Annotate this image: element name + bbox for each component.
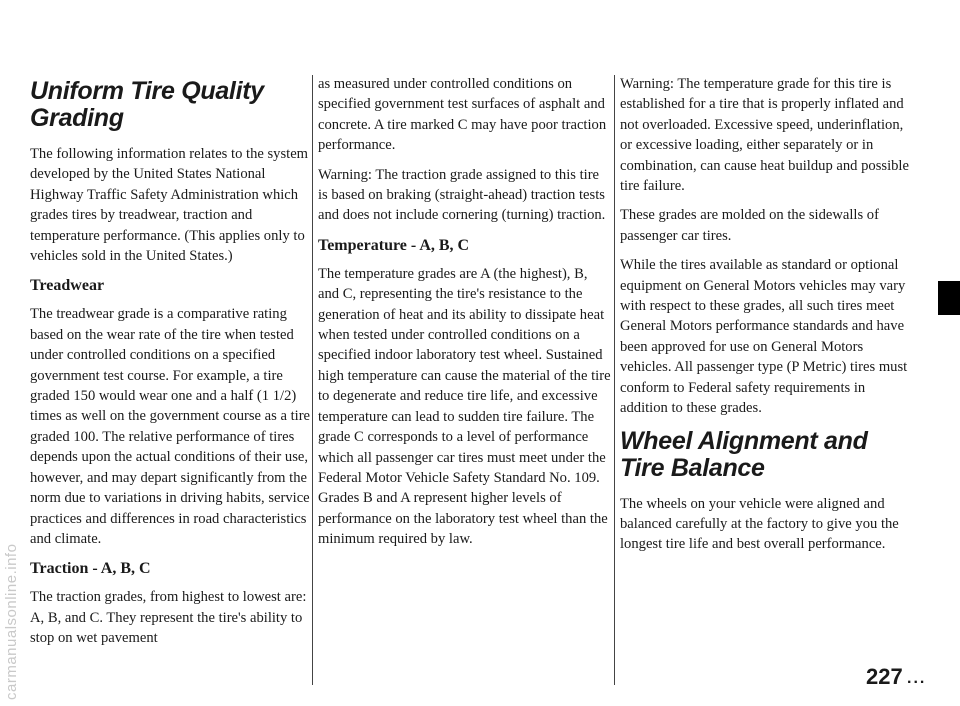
subheading-temperature: Temperature - A, B, C	[318, 236, 470, 254]
section-heading-wheel-alignment: Wheel Alignment and Tire Balance	[620, 426, 868, 482]
section-heading-uniform-tire-quality-grading: Uniform Tire Quality Grading	[30, 77, 264, 132]
column-right	[620, 74, 912, 564]
traction-warning-paragraph: Warning: The traction grade assigned to this tire is based on braking (straight-ahead) traction tests and does not include cornering (turning) traction.	[318, 166, 606, 224]
temperature-paragraph: The temperature grades are A (the highest), B, and C, representing the tire's resistance to the generation of heat and its ability to dissipate heat when tested under controlled conditions on a specified indoor laboratory test wheel. Sustained high temperature can cause the material of the tire to degenerate and reduce tire life, and excessive temperature can lead to sudden tire failure. The grade C corresponds to a level of performance which all passenger car tires must meet under the Federal Motor Vehicle Safety Standard No. 109. Grades B and A represent higher levels of performance on the laboratory test wheel than the minimum required by law.	[318, 265, 611, 548]
intro-paragraph: The following information relates to the system developed by the United States National Highway Traffic Safety Administration which grades tires by treadwear, traction and temperature performance. (This applies only to vehicles sold in the United States.)	[30, 146, 309, 265]
treadwear-paragraph: The treadwear grade is a comparative rating based on the wear rate of the tire when tested under controlled conditions on a specified government test course. For example, a tire graded 150 would wear one and a half (1 1/2) times as well on the government course as a tire graded 100. The relative performance of tires depends upon the actual conditions of their use, however, and may depart significantly from the norm due to variations in driving habits, service practices and differences in road characteristics and climate.	[30, 306, 311, 547]
alignment-paragraph: The wheels on your vehicle were aligned and balanced carefully at the factory to give you the longest tire life and best overall performance.	[620, 495, 899, 553]
watermark-text: carmanualsonline.info	[3, 543, 20, 700]
temperature-warning-paragraph: Warning: The temperature grade for this tire is established for a tire that is properly inflated and not overloaded. Excessive speed, underinflation, or excessive loading, either separately or in combination, can cause heat buildup and possible tire failure.	[620, 76, 909, 195]
traction-continued-paragraph: as measured under controlled conditions on specified government test surfaces of asphalt and concrete. A tire marked C may have poor traction performance.	[318, 76, 607, 154]
column-divider	[614, 75, 615, 685]
subheading-treadwear: Treadwear	[30, 277, 105, 295]
column-middle	[318, 74, 612, 559]
section-tab-marker	[938, 281, 960, 315]
page-number: 227	[866, 664, 903, 689]
column-left	[30, 78, 314, 658]
footer-dots: ...	[907, 670, 927, 687]
subheading-traction: Traction - A, B, C	[30, 560, 151, 578]
general-motors-paragraph: While the tires available as standard or optional equipment on General Motors vehicles may vary with respect to these grades, all such tires meet General Motors performance standards and have been approved for use on General Motors vehicles. All passenger type (P Metric) tires must conform to Federal safety requirements in addition to these grades.	[620, 257, 908, 417]
traction-paragraph: The traction grades, from highest to lowest are: A, B, and C. They represent the tire's ability to stop on wet pavement	[30, 589, 307, 647]
sidewalls-paragraph: These grades are molded on the sidewalls of passenger car tires.	[620, 207, 879, 244]
